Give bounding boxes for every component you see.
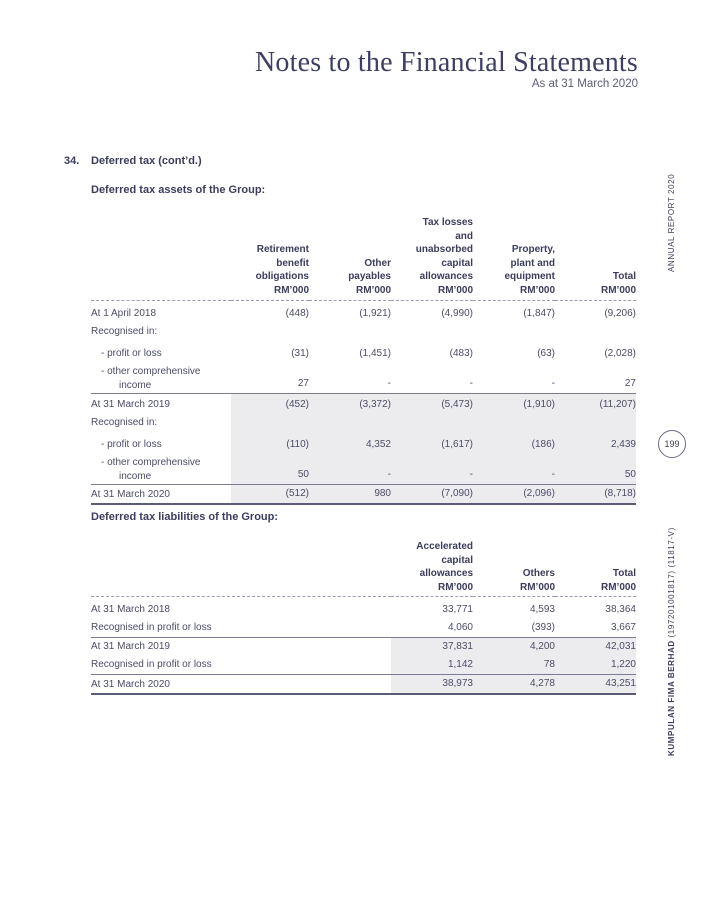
cell: (1,451) — [359, 347, 391, 359]
cell: (512) — [231, 484, 309, 504]
cell: 43,251 — [555, 675, 636, 695]
row-label — [91, 454, 231, 485]
cell: (8,718) — [555, 484, 636, 504]
cell: (1,617) — [391, 432, 473, 454]
col-tax-losses: Tax losses and unabsorbed capital allowances RM’000 — [415, 217, 473, 296]
cell: (7,090) — [391, 484, 473, 504]
col-others: Others RM’000 — [519, 568, 555, 593]
page-subtitle: As at 31 March 2020 — [531, 78, 638, 90]
table-row — [91, 454, 636, 485]
company-registration: (197201001817) (11817-V) — [667, 527, 676, 638]
row-label: Recognised in profit or loss — [91, 622, 212, 634]
column-header — [231, 216, 309, 300]
cell: (393) — [531, 622, 555, 634]
cell: (1,921) — [359, 307, 391, 319]
page-number: 199 — [658, 430, 686, 458]
cell: 4,278 — [473, 675, 555, 695]
col-other-payables: Other payables RM’000 — [348, 257, 391, 296]
company-name — [667, 527, 676, 756]
page-title: Notes to the Financial Statements — [255, 47, 638, 78]
col-accelerated: Accelerated capital allowances RM’000 — [416, 541, 473, 593]
deferred-tax-liabilities-table — [91, 540, 636, 695]
table-row — [91, 638, 636, 657]
row-label: At 31 March 2018 — [91, 604, 170, 616]
cell: (31) — [291, 347, 309, 359]
row-label-line1: - other comprehensive — [101, 456, 201, 468]
cell: 1,142 — [391, 656, 473, 675]
cell: (2,028) — [604, 347, 636, 359]
row-label-line2: income — [119, 470, 152, 482]
row-label: At 1 April 2018 — [91, 307, 157, 319]
cell: (11,207) — [555, 393, 636, 414]
table-row — [91, 323, 636, 341]
cell: (448) — [285, 307, 309, 319]
table-header — [91, 216, 636, 300]
cell: 50 — [231, 454, 309, 485]
cell: 27 — [624, 377, 636, 389]
cell: (1,847) — [523, 307, 555, 319]
table-row — [91, 484, 636, 504]
cell: 38,973 — [391, 675, 473, 695]
company-name-text: KUMPULAN FIMA BERHAD — [667, 640, 676, 756]
liabilities-title: Deferred tax liabilities of the Group: — [91, 511, 279, 523]
row-label: Recognised in profit or loss — [91, 659, 212, 671]
cell: 50 — [555, 454, 636, 485]
table-row — [91, 341, 636, 363]
cell: 38,364 — [605, 604, 636, 616]
cell: 3,667 — [610, 622, 636, 634]
cell: (452) — [231, 393, 309, 414]
cell: 33,771 — [442, 604, 473, 616]
section-title: Deferred tax (cont’d.) — [91, 155, 202, 167]
row-label — [91, 363, 231, 394]
col-retirement: Retirement benefit obligations RM’000 — [255, 244, 309, 296]
cell: 4,352 — [309, 432, 391, 454]
cell: (4,990) — [441, 307, 473, 319]
row-label: - profit or loss — [101, 347, 162, 359]
col-ppe: Property, plant and equipment RM’000 — [504, 244, 555, 296]
table-row — [91, 393, 636, 414]
table-row — [91, 363, 636, 394]
cell: (483) — [449, 347, 473, 359]
cell: 4,593 — [529, 604, 555, 616]
cell: 4,200 — [473, 638, 555, 657]
column-header — [473, 216, 555, 300]
cell: (2,096) — [473, 484, 555, 504]
table-row — [91, 597, 636, 620]
cell: 27 — [297, 377, 309, 389]
cell: - — [391, 454, 473, 485]
column-header — [391, 216, 473, 300]
row-label: At 31 March 2020 — [91, 484, 231, 504]
table-row — [91, 300, 636, 323]
cell: (186) — [473, 432, 555, 454]
section-number: 34. — [64, 155, 80, 167]
cell: 1,220 — [555, 656, 636, 675]
deferred-tax-assets-table — [91, 216, 636, 505]
column-header — [391, 540, 473, 597]
column-header — [473, 540, 555, 597]
cell: - — [387, 377, 391, 389]
row-label: - profit or loss — [101, 438, 162, 450]
label-header — [91, 216, 231, 300]
row-label: At 31 March 2020 — [91, 675, 391, 695]
cell: 980 — [309, 484, 391, 504]
cell: 78 — [473, 656, 555, 675]
table-row — [91, 675, 636, 695]
table-row — [91, 432, 636, 454]
cell: (3,372) — [309, 393, 391, 414]
cell: - — [473, 454, 555, 485]
row-label-line1: - other comprehensive — [101, 365, 201, 377]
col-total: Total RM’000 — [600, 271, 636, 296]
cell: 2,439 — [555, 432, 636, 454]
col-total: Total RM’000 — [600, 568, 636, 593]
cell: (5,473) — [391, 393, 473, 414]
label-header — [91, 540, 391, 597]
row-label: At 31 March 2019 — [91, 393, 231, 414]
row-label-line2: income — [119, 379, 152, 391]
cell: 4,060 — [447, 622, 473, 634]
table-row — [91, 414, 636, 432]
table-row — [91, 656, 636, 675]
annual-report-label: ANNUAL REPORT 2020 — [667, 173, 676, 272]
cell: - — [551, 377, 555, 389]
column-header — [555, 540, 636, 597]
column-header — [555, 216, 636, 300]
table-row — [91, 619, 636, 638]
cell: (63) — [537, 347, 555, 359]
assets-title: Deferred tax assets of the Group: — [91, 184, 266, 196]
row-label: Recognised in: — [91, 416, 158, 428]
cell: (110) — [231, 432, 309, 454]
table-header — [91, 540, 636, 597]
cell: 37,831 — [391, 638, 473, 657]
cell: (9,206) — [604, 307, 636, 319]
cell: - — [309, 454, 391, 485]
cell: (1,910) — [473, 393, 555, 414]
row-label: Recognised in: — [91, 325, 158, 337]
row-label: At 31 March 2019 — [91, 638, 391, 657]
cell: - — [469, 377, 473, 389]
cell: 42,031 — [555, 638, 636, 657]
column-header — [309, 216, 391, 300]
